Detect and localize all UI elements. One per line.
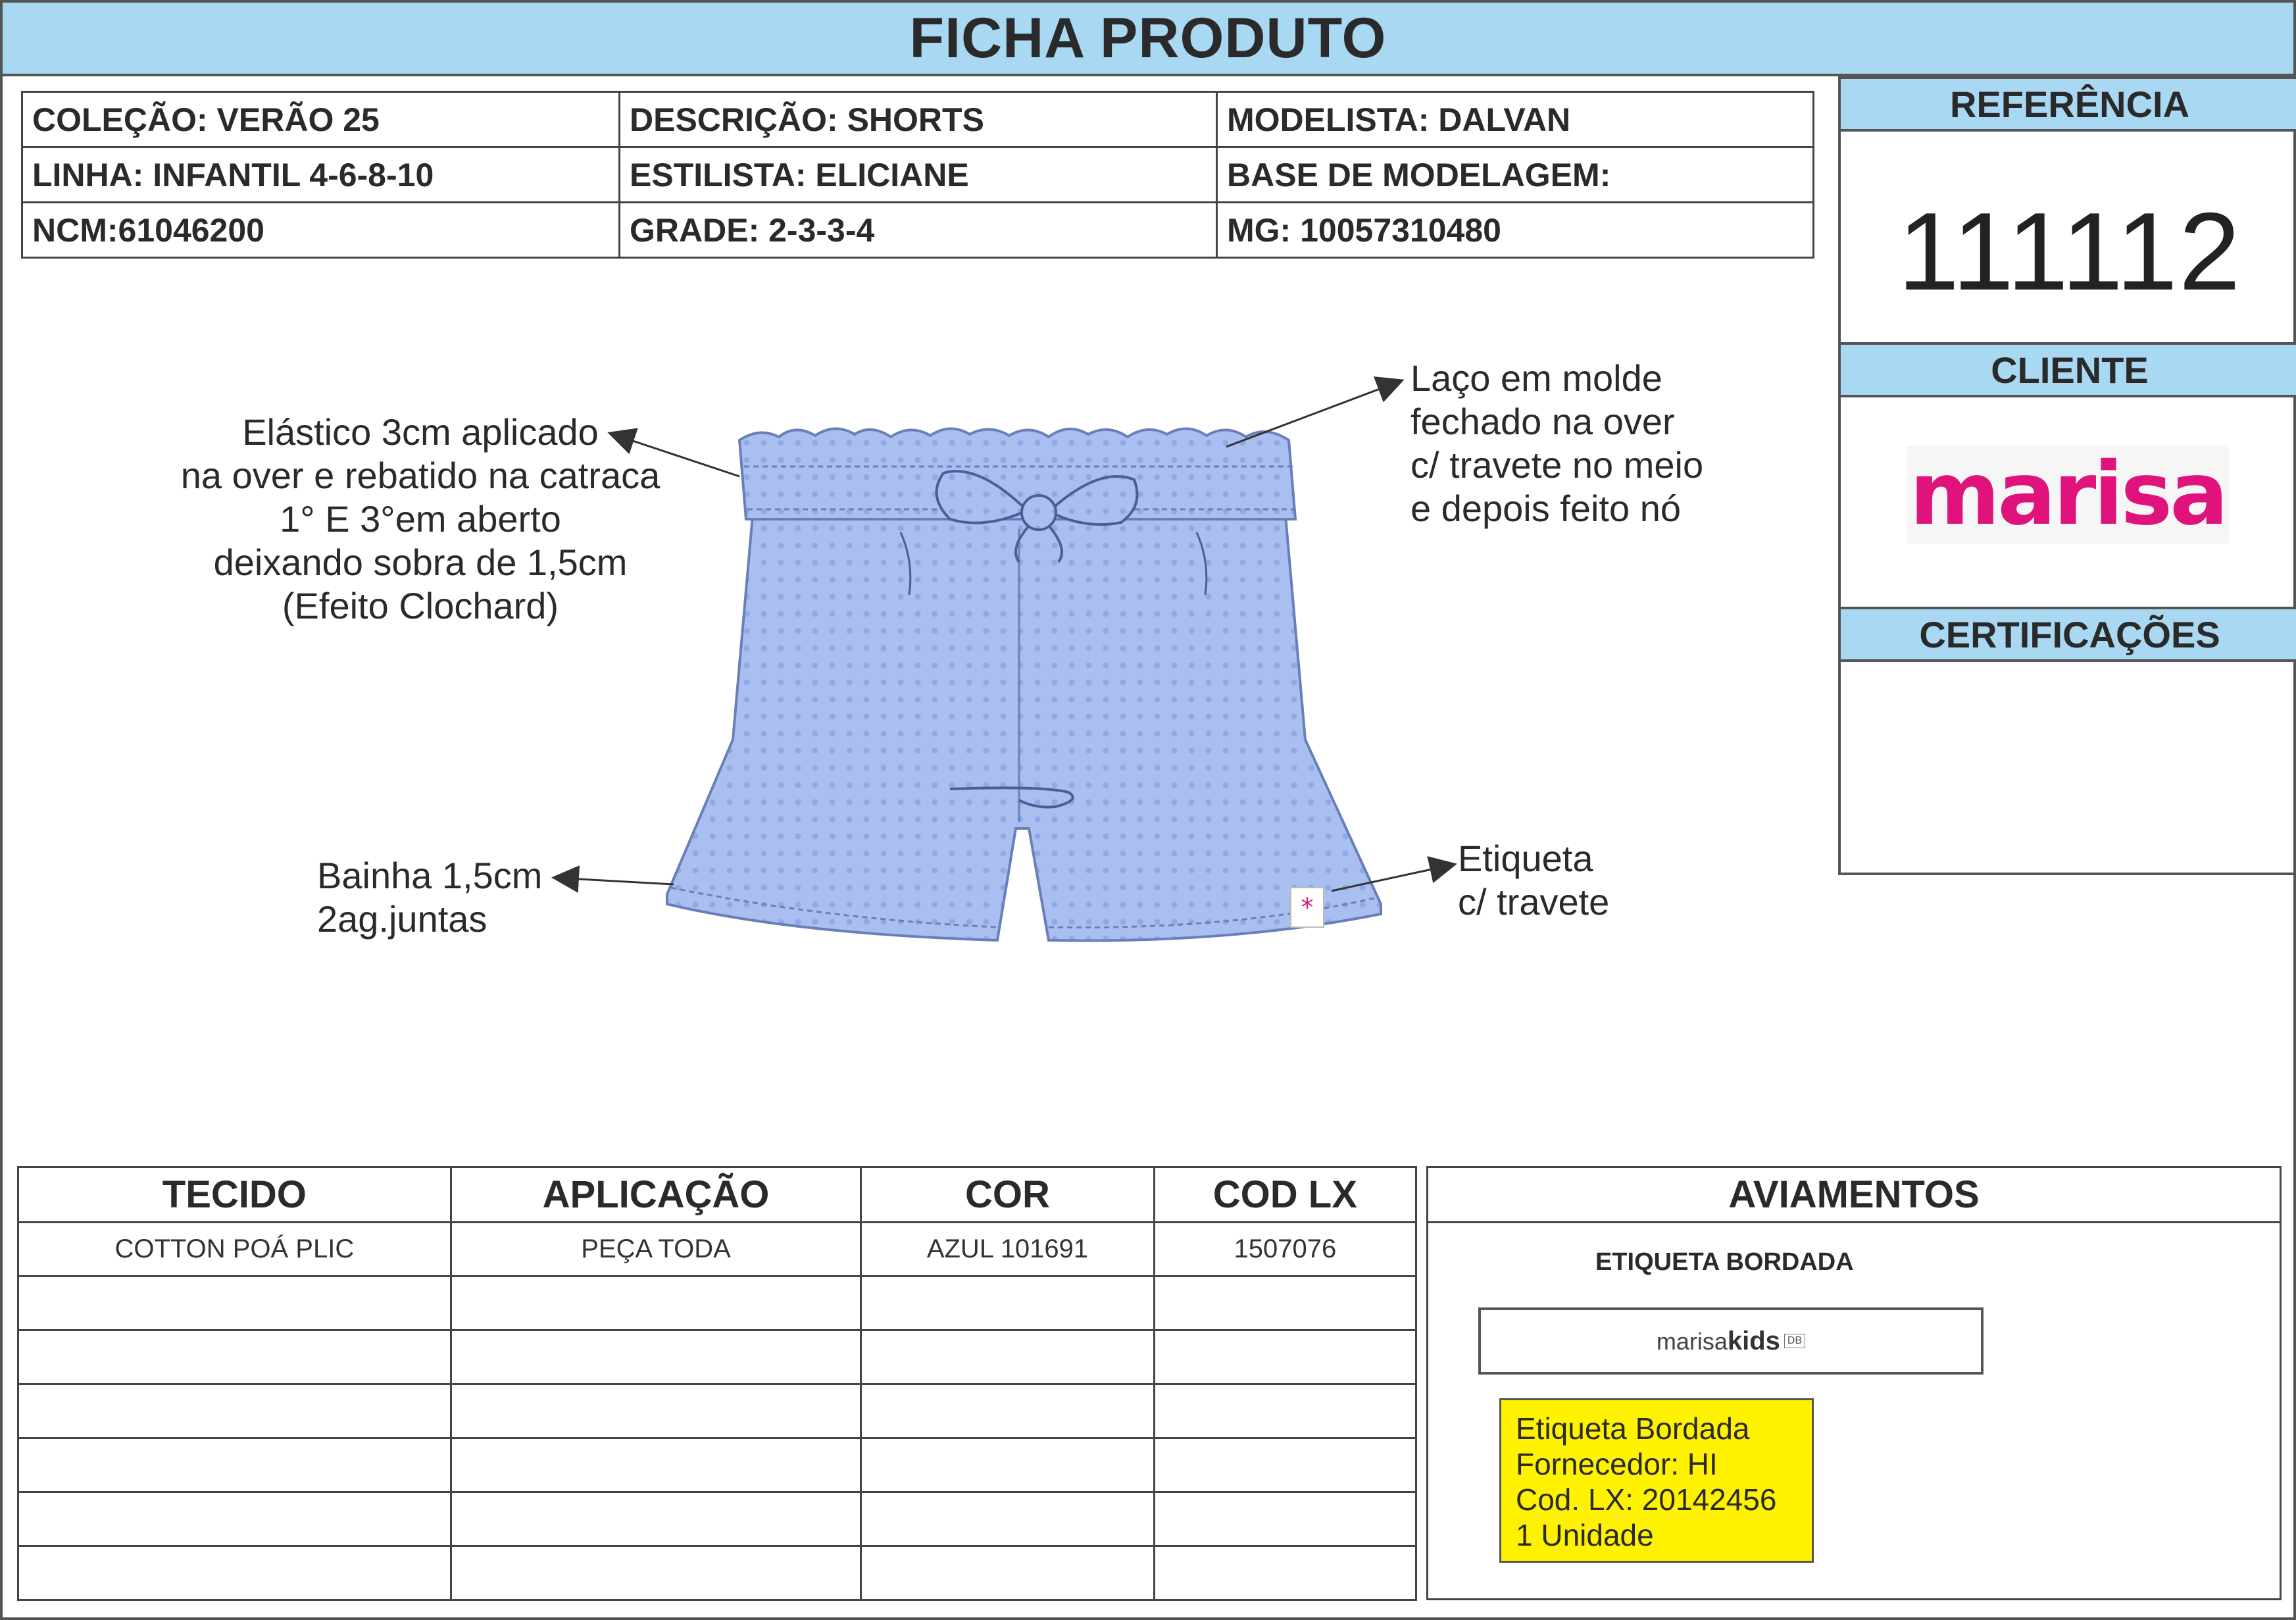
header-aplicacao: APLICAÇÃO: [451, 1167, 861, 1223]
cell-aplicacao: [451, 1546, 861, 1600]
cell-aplicacao: [451, 1438, 861, 1492]
cell-tecido: [18, 1277, 451, 1330]
table-row: [18, 1277, 1416, 1330]
cell-aplicacao: PEÇA TODA: [451, 1223, 861, 1277]
cell-tecido: [18, 1438, 451, 1492]
info-row: [22, 147, 1814, 203]
table-row: [18, 1384, 1416, 1438]
cell-aplicacao: [451, 1277, 861, 1330]
label-detail-line: Cod. LX: 20142456: [1516, 1482, 1777, 1517]
cell-cor: [861, 1546, 1154, 1600]
cell-cor: [861, 1492, 1154, 1546]
cell-tecido: [18, 1384, 451, 1438]
cell-cod-lx: [1154, 1384, 1416, 1438]
cell-cor: [861, 1438, 1154, 1492]
label-brand: [1657, 1327, 1780, 1356]
note-etiqueta: Etiqueta c/ travete: [1458, 838, 1610, 923]
info-modelista: MODELISTA: DALVAN: [1217, 92, 1814, 147]
info-grade: GRADE: 2-3-3-4: [620, 203, 1217, 258]
cell-cod-lx: [1154, 1438, 1416, 1492]
cell-cod-lx: [1154, 1546, 1416, 1600]
note-laco: Laço em molde fechado na over c/ travete no meio e depois feito nó: [1410, 357, 1704, 529]
client-logo-text: marisa: [1909, 443, 2226, 545]
cell-cor: [861, 1277, 1154, 1330]
certificacoes-header: CERTIFICAÇÕES: [1841, 607, 2296, 662]
cell-aplicacao: [451, 1384, 861, 1438]
aviamentos-panel: [1426, 1166, 2282, 1600]
cliente-header: CLIENTE: [1841, 342, 2296, 397]
cell-tecido: [18, 1546, 451, 1600]
shorts-body: [667, 516, 1381, 941]
aviamentos-item-title: ETIQUETA BORDADA: [1595, 1248, 1854, 1276]
header-cor: COR: [861, 1167, 1154, 1223]
cell-cor: AZUL 101691: [861, 1223, 1154, 1277]
info-base-modelagem: BASE DE MODELAGEM:: [1217, 147, 1814, 203]
label-detail-line: Fornecedor: HI: [1516, 1447, 1718, 1481]
info-linha: LINHA: INFANTIL 4-6-8-10: [22, 147, 620, 203]
cell-tecido: COTTON POÁ PLIC: [18, 1223, 451, 1277]
table-row: [18, 1223, 1416, 1277]
brand-tag: [1291, 888, 1324, 927]
side-panel: [1838, 76, 2296, 875]
cell-cor: [861, 1330, 1154, 1384]
info-row: [22, 203, 1814, 258]
cell-aplicacao: [451, 1492, 861, 1546]
label-detail-line: Etiqueta Bordada: [1516, 1411, 1750, 1446]
table-row: [18, 1546, 1416, 1600]
cell-cor: [861, 1384, 1154, 1438]
garment-drawing-area: [3, 332, 1832, 990]
cell-aplicacao: [451, 1330, 861, 1384]
info-estilista: ESTILISTA: ELICIANE: [620, 147, 1217, 203]
info-row: [22, 92, 1814, 147]
product-info-table: [21, 91, 1814, 259]
label-detail-line: 1 Unidade: [1516, 1518, 1654, 1552]
table-row: [18, 1492, 1416, 1546]
fabric-header-row: [18, 1167, 1416, 1223]
cell-cod-lx: 1507076: [1154, 1223, 1416, 1277]
table-row: [18, 1330, 1416, 1384]
cell-cod-lx: [1154, 1492, 1416, 1546]
label-brand-text: marisa: [1656, 1327, 1728, 1355]
cell-tecido: [18, 1330, 451, 1384]
cell-tecido: [18, 1492, 451, 1546]
referencia-header: REFERÊNCIA: [1841, 76, 2296, 132]
info-descricao: DESCRIÇÃO: SHORTS: [620, 92, 1217, 147]
page-title: FICHA PRODUTO: [909, 6, 1387, 70]
svg-text:*: *: [1301, 893, 1314, 922]
cell-cod-lx: [1154, 1277, 1416, 1330]
title-bar: [3, 3, 2293, 76]
referencia-value: 111112: [1897, 190, 2242, 313]
label-brand-bold: kids: [1727, 1326, 1780, 1355]
note-bainha: Bainha 1,5cm 2ag.juntas: [317, 855, 543, 940]
label-details-note: [1499, 1398, 1814, 1563]
info-colecao: COLEÇÃO: VERÃO 25: [22, 92, 620, 147]
label-badge: DB: [1784, 1334, 1805, 1348]
header-cod-lx: COD LX: [1154, 1167, 1416, 1223]
client-logo: [1907, 445, 2229, 544]
aviamentos-header: AVIAMENTOS: [1428, 1168, 2280, 1223]
header-tecido: TECIDO: [18, 1167, 451, 1223]
info-ncm: NCM:61046200: [22, 203, 620, 258]
embroidered-label: [1478, 1307, 1984, 1375]
fabric-table: [17, 1166, 1417, 1601]
table-row: [18, 1438, 1416, 1492]
note-elastico: Elástico 3cm aplicado na over e rebatido na catraca 1° E 3°em aberto deixando sobra de 1,5cm (Efeito Clochard): [180, 411, 661, 626]
cell-cod-lx: [1154, 1330, 1416, 1384]
info-mg: MG: 10057310480: [1217, 203, 1814, 258]
